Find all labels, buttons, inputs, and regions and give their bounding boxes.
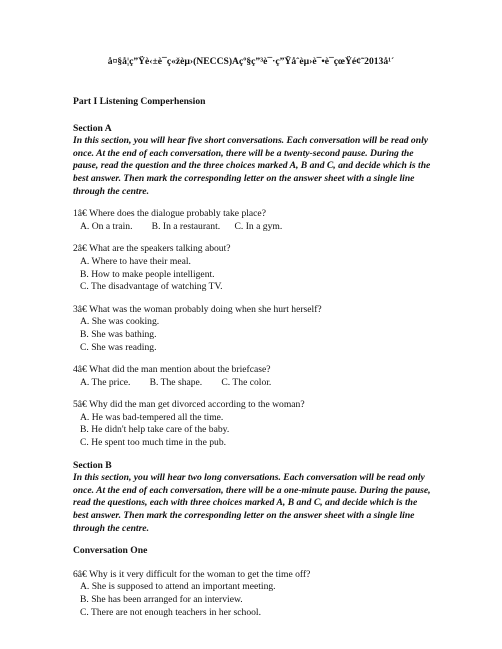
option-b: B. She has been arranged for an interview. [80,594,243,605]
option-b: B. He didn't help take care of the baby. [80,424,230,436]
option-c: C. She was reading. [80,341,157,353]
option-c: C. The disadvantage of watching TV. [80,281,223,293]
option-a: A. Where to have their meal. [80,255,191,267]
section-a-heading: Section A [73,122,112,134]
question-stem: 1â€ Where does the dialogue probably take place? [73,208,266,220]
option-b: B. How to make people intelligent. [80,268,215,280]
conversation-heading: Conversation One [73,545,148,557]
part-heading: Part I Listening Comperhension [73,96,206,107]
question-1 [73,208,433,233]
option-b: B. She was bathing. [80,328,157,340]
question-3 [73,304,433,354]
section-b-instructions: In this section, you will hear two long conversations. Each conversation will be read only once. At the end of each conversation, there will be a one-minute pause. During the pause, read the questions, each with three choices marked A, B and C, and decide which is the best answer. Then mark the corresponding letter on the answer sheet with a single line through the centre. [73,472,431,534]
option-a: A. She is supposed to attend an important meeting. [80,581,276,593]
question-5 [73,399,433,449]
question-4 [73,364,433,389]
question-options: A. The price. B. The shape. C. The color. [80,376,272,388]
question-stem: 6â€ Why is it very difficult for the woman to get the time off? [73,568,311,580]
question-2 [73,243,433,293]
option-c: C. He spent too much time in the pub. [80,437,227,449]
question-6 [73,569,433,619]
section-a-instructions: In this section, you will hear five short conversations. Each conversation will be read only once. At the end of each conversation, there will be a twenty-second pause. During the pause, read the question and the three choices marked A, B and C, and decide which is the best answer. Then mark the corresponding letter on the answer sheet with a single line through the centre. [73,135,431,197]
option-a: A. He was bad-tempered all the time. [80,411,224,423]
option-a: A. She was cooking. [80,316,160,328]
question-stem: 2â€ What are the speakers talking about? [73,243,231,255]
section-b-heading: Section B [73,459,112,471]
option-c: C. There are not enough teachers in her school. [80,606,261,618]
document-body [73,96,433,629]
question-options: A. On a train. B. In a restaurant. C. In a gym. [80,220,283,232]
question-stem: 3â€ What was the woman probably doing when she hurt herself? [73,303,322,315]
question-stem: 4â€ What did the man mention about the briefcase? [73,364,271,376]
document-title: å¤§å¦ç”Ÿè‹±è¯ç«žèµ›(NECCS)Açº§ç”³è¯·ç”Ÿåˆèµ›è¯•è¯çœŸé¢˜2013å¹´ [107,56,395,67]
question-stem: 5â€ Why did the man get divorced according to the woman? [73,399,305,411]
